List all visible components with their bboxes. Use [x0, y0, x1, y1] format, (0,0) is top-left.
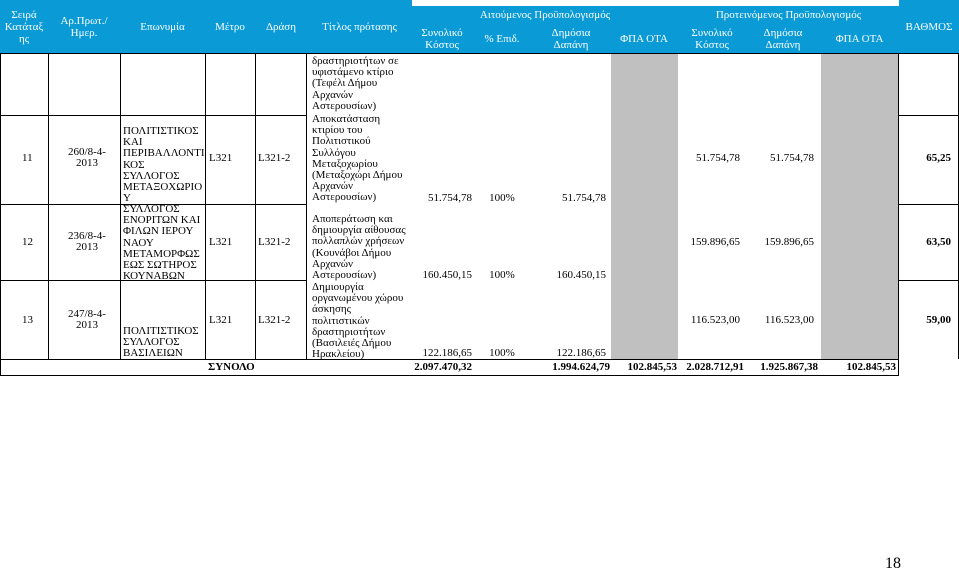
grid-line	[48, 53, 49, 359]
totals-req-total: 2.097.470,32	[414, 361, 472, 373]
header-synoliko-prop: Συνολικό Κόστος	[678, 24, 746, 53]
row-req-pct: 100%	[489, 192, 515, 204]
row-rank: 13	[22, 314, 33, 326]
row-drasi: L321-2	[258, 314, 291, 326]
grid-line	[0, 115, 306, 116]
totals-prop-total: 2.028.712,91	[686, 361, 744, 373]
row-metro: L321	[209, 314, 233, 326]
row-prop-public: 51.754,78	[770, 152, 814, 164]
grid-line	[898, 280, 959, 281]
row-score: 63,50	[926, 236, 951, 248]
grid-line	[205, 53, 206, 359]
carryover-title: δραστηριοτήτων σε υφιστάμενο κτίριο (Τεφέλι Δήμου Αρχανών Αστερουσίων)	[312, 55, 399, 112]
grid-line	[306, 53, 307, 359]
row-req-pct: 100%	[489, 269, 515, 281]
grid-line	[0, 53, 959, 54]
header-vathmos: ΒΑΘΜΟΣ	[899, 0, 959, 53]
row-score: 65,25	[926, 152, 951, 164]
grid-line	[898, 204, 959, 205]
totals-label: ΣΥΝΟΛΟ	[208, 361, 255, 373]
row-title: Αποκατάσταση κτιρίου του Πολιτιστικού Συλλόγου Μεταξοχωρίου (Μεταξοχώρι Δήμου Αρχανών Αστερουσίων)	[312, 113, 403, 204]
row-prot: 236/8-4- 2013	[68, 230, 106, 254]
header-seira: Σειρά Κατάταξ ης	[0, 0, 48, 53]
header-metro: Μέτρο	[205, 0, 255, 53]
row-req-pct: 100%	[489, 347, 515, 359]
grid-line	[255, 53, 256, 359]
header-synoliko-req: Συνολικό Κόστος	[412, 24, 472, 53]
totals-prop-fpa: 102.845,53	[846, 361, 896, 373]
row-drasi: L321-2	[258, 236, 291, 248]
fpa-prop-column-fill	[821, 54, 899, 359]
row-prop-public: 116.523,00	[764, 314, 814, 326]
row-prot: 260/8-4- 2013	[68, 146, 106, 170]
row-score: 59,00	[926, 314, 951, 326]
row-prop-total: 159.896,65	[690, 236, 740, 248]
grid-line	[0, 359, 1, 375]
row-rank: 12	[22, 236, 33, 248]
header-epid: % Επιδ.	[472, 24, 532, 53]
header-protein: Προτεινόμενος Προϋπολογισμός	[678, 6, 899, 24]
totals-req-fpa: 102.845,53	[627, 361, 677, 373]
row-prop-public: 159.896,65	[764, 236, 814, 248]
header-titlos: Τίτλος πρότασης	[307, 0, 412, 53]
header-fpa-req: ΦΠΑ ΟΤΑ	[610, 24, 678, 53]
row-prot: 247/8-4- 2013	[68, 308, 106, 332]
grid-line	[0, 375, 899, 376]
row-req-total: 122.186,65	[422, 347, 472, 359]
row-req-public: 51.754,78	[562, 192, 606, 204]
header-ar-prot: Αρ.Πρωτ./ Ημερ.	[48, 0, 120, 53]
totals-req-public: 1.994.624,79	[552, 361, 610, 373]
row-req-public: 160.450,15	[556, 269, 606, 281]
grid-line	[120, 53, 121, 359]
row-req-public: 122.186,65	[556, 347, 606, 359]
row-name: ΠΟΛΙΤΙΣΤΙΚΟΣ ΣΥΛΛΟΓΟΣ ΒΑΣΙΛΕΙΩΝ	[123, 325, 199, 360]
totals-prop-public: 1.925.867,38	[760, 361, 818, 373]
row-metro: L321	[209, 152, 233, 164]
header-aitoumenos: Αιτούμενος Προϋπολογισμός	[412, 6, 678, 24]
row-title: Δημιουργία οργανωμένου χώρου άσκησης πολιτιστικών δραστηριοτήτων (Βασιλειές Δήμου Ηρακλείου)	[312, 281, 404, 361]
header-dimosia-req: Δημόσια Δαπάνη	[532, 24, 610, 53]
header-eponymia: Επωνυμία	[120, 0, 205, 53]
grid-line	[898, 115, 959, 116]
grid-line	[898, 53, 899, 375]
row-name: ΠΟΛΙΤΙΣΤΙΚΟΣ ΚΑΙ ΠΕΡΙΒΑΛΛΟΝΤΙ ΚΟΣ ΣΥΛΛΟΓΟΣ ΜΕΤΑΞΟΧΩΡΙΟ Υ	[123, 125, 205, 205]
grid-line	[0, 53, 1, 359]
fpa-req-column-fill	[611, 54, 678, 359]
row-metro: L321	[209, 236, 233, 248]
header-fpa-prop: ΦΠΑ ΟΤΑ	[820, 24, 899, 53]
row-prop-total: 51.754,78	[696, 152, 740, 164]
row-title: Αποπεράτωση και δημιουργία αίθουσας πολλαπλών χρήσεων (Κουνάβοι Δήμου Αρχανών Αστερουσίων)	[312, 213, 406, 282]
page-number: 18	[885, 555, 901, 572]
row-name: ΣΥΛΛΟΓΟΣ ΕΝΟΡΙΤΩΝ ΚΑΙ ΦΙΛΩΝ ΙΕΡΟΥ ΝΑΟΥ ΜΕΤΑΜΟΡΦΩΣ ΕΩΣ ΣΩΤΗΡΟΣ ΚΟΥΝΑΒΩΝ	[123, 203, 201, 283]
header-dimosia-prop: Δημόσια Δαπάνη	[746, 24, 820, 53]
header-drasi: Δράση	[255, 0, 307, 53]
row-req-total: 160.450,15	[422, 269, 472, 281]
row-drasi: L321-2	[258, 152, 291, 164]
row-rank: 11	[22, 152, 33, 164]
row-prop-total: 116.523,00	[690, 314, 740, 326]
row-req-total: 51.754,78	[428, 192, 472, 204]
